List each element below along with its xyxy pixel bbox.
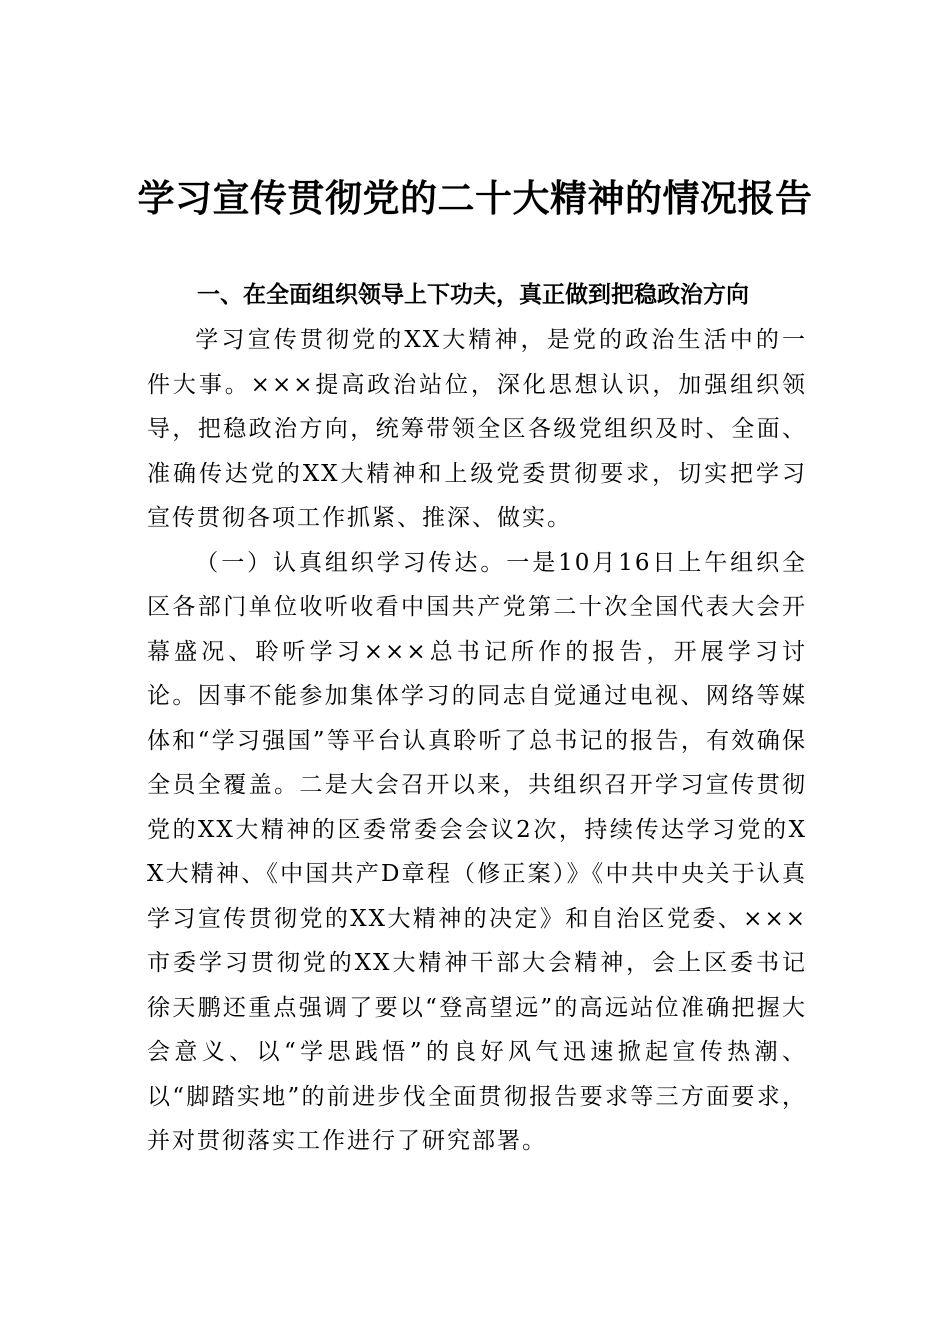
document-body	[147, 276, 807, 1164]
document-title: 学习宣传贯彻党的二十大精神的情况报告	[137, 176, 813, 220]
section-heading: 一、在全面组织领导上下功夫，真正做到把稳政治方向	[197, 282, 749, 308]
body-paragraph: （一）认真组织学习传达。一是10月16日上午组织全区各部门单位收听收看中国共产党第二十次全国代表大会开幕盛况、聆听学习×××总书记所作的报告，开展学习讨论。因事不能参加集体学习的同志自觉通过电视、网络等媒体和“学习强国”等平台认真聆听了总书记的报告，有效确保全员全覆盖。二是大会召开以来，共组织召开学习宣传贯彻党的XX大精神的区委常委会会议2次，持续传达学习党的XX大精神、《中国共产D章程（修正案）》《中共中央关于认真学习宣传贯彻党的XX大精神的决定》和自治区党委、×××市委学习贯彻党的XX大精神干部大会精神，会上区委书记徐天鹏还重点强调了要以“登高望远”的高远站位准确把握大会意义、以“学思践悟”的良好风气迅速掀起宣传热潮、以“脚踏实地”的前进步伐全面贯彻报告要求等三方面要求，并对贯彻落实工作进行了研究部署。	[147, 549, 807, 1154]
body-paragraph: 学习宣传贯彻党的XX大精神，是党的政治生活中的一件大事。×××提高政治站位，深化思想认识，加强组织领导，把稳政治方向，统筹带领全区各级党组织及时、全面、准确传达党的XX大精神和上级党委贯彻要求，切实把学习宣传贯彻各项工作抓紧、推深、做实。	[147, 327, 807, 531]
